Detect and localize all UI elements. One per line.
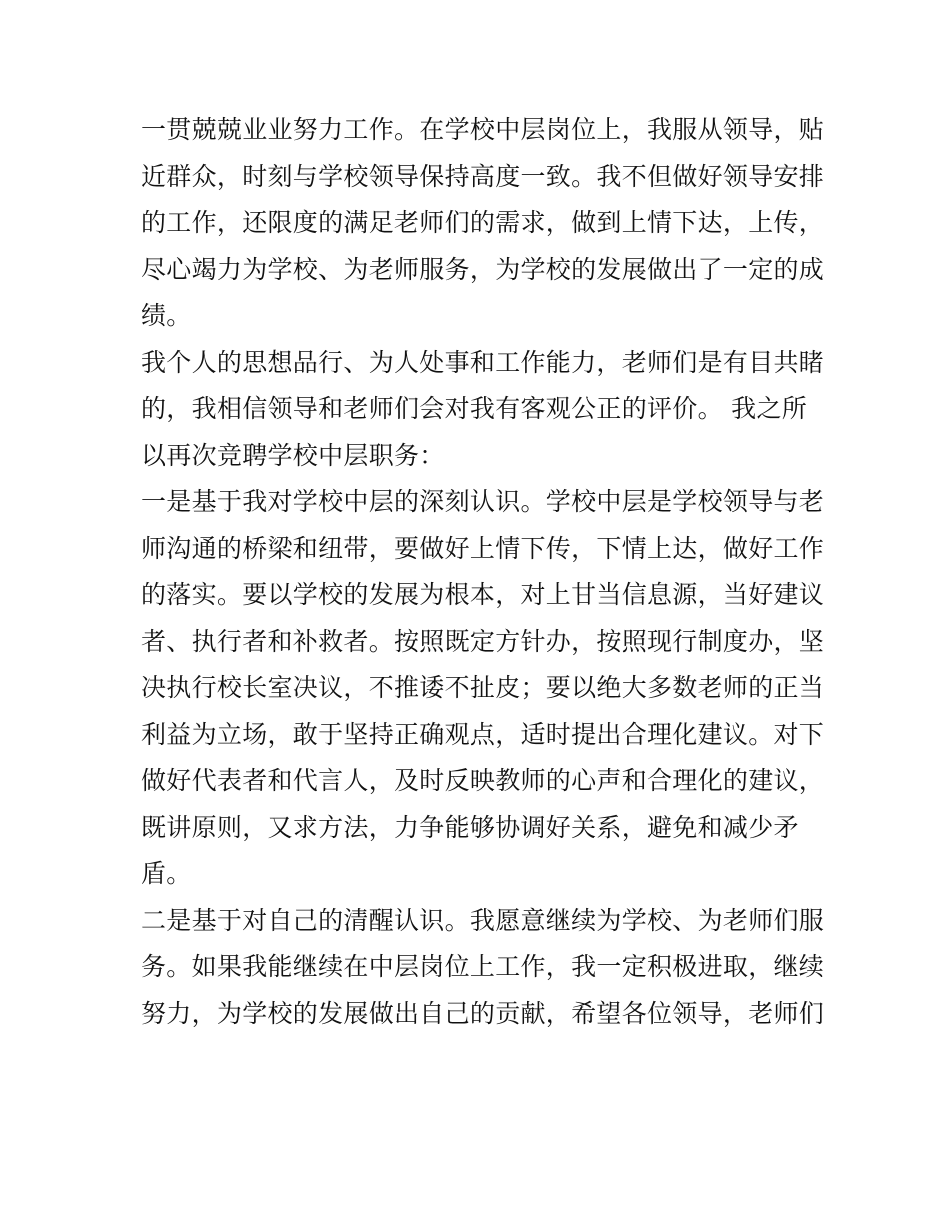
text-line: 努力，为学校的发展做出自己的贡献，希望各位领导，老师们 (141, 998, 825, 1028)
text-line: 务。如果我能继续在中层岗位上工作，我一定积极进取，继续 (141, 952, 825, 981)
text-line: 的落实。要以学校的发展为根本，对上甘当信息源，当好建议 (141, 580, 825, 609)
text-line: 利益为立场，敢于坚持正确观点，适时提出合理化建议。对下 (141, 719, 825, 749)
text-line: 做好代表者和代言人，及时反映教师的心声和合理化的建议， (141, 766, 825, 795)
text-line: 一贯兢兢业业努力工作。在学校中层岗位上，我服从领导，贴 (141, 115, 825, 144)
text-line: 者、执行者和补救者。按照既定方针办，按照现行制度办，坚 (141, 626, 825, 656)
text-line: 师沟通的桥梁和纽带，要做好上情下传，下情上达，做好工作 (141, 533, 825, 563)
text-line: 近群众，时刻与学校领导保持高度一致。我不但做好领导安排 (141, 161, 825, 191)
text-line: 一是基于我对学校中层的深刻认识。学校中层是学校领导与老 (141, 487, 825, 516)
text-line: 二是基于对自己的清醒认识。我愿意继续为学校、为老师们服 (141, 905, 825, 935)
body-text (141, 107, 825, 1037)
text-line: 的，我相信领导和老师们会对我有客观公正的评价。 我之所 (141, 394, 808, 423)
text-line: 既讲原则，又求方法，力争能够协调好关系，避免和减少矛 (141, 812, 799, 842)
text-line: 以再次竞聘学校中层职务： (141, 440, 445, 470)
text-line: 尽心竭力为学校、为老师服务，为学校的发展做出了一定的成 (141, 254, 825, 284)
text-line: 我个人的思想品行、为人处事和工作能力，老师们是有目共睹 (141, 347, 825, 377)
text-line: 绩。 (141, 301, 192, 330)
text-line: 的工作，还限度的满足老师们的需求，做到上情下达，上传， (141, 208, 825, 237)
text-line: 决执行校长室决议，不推诿不扯皮；要以绝大多数老师的正当 (141, 673, 825, 702)
text-line: 盾。 (141, 859, 192, 888)
